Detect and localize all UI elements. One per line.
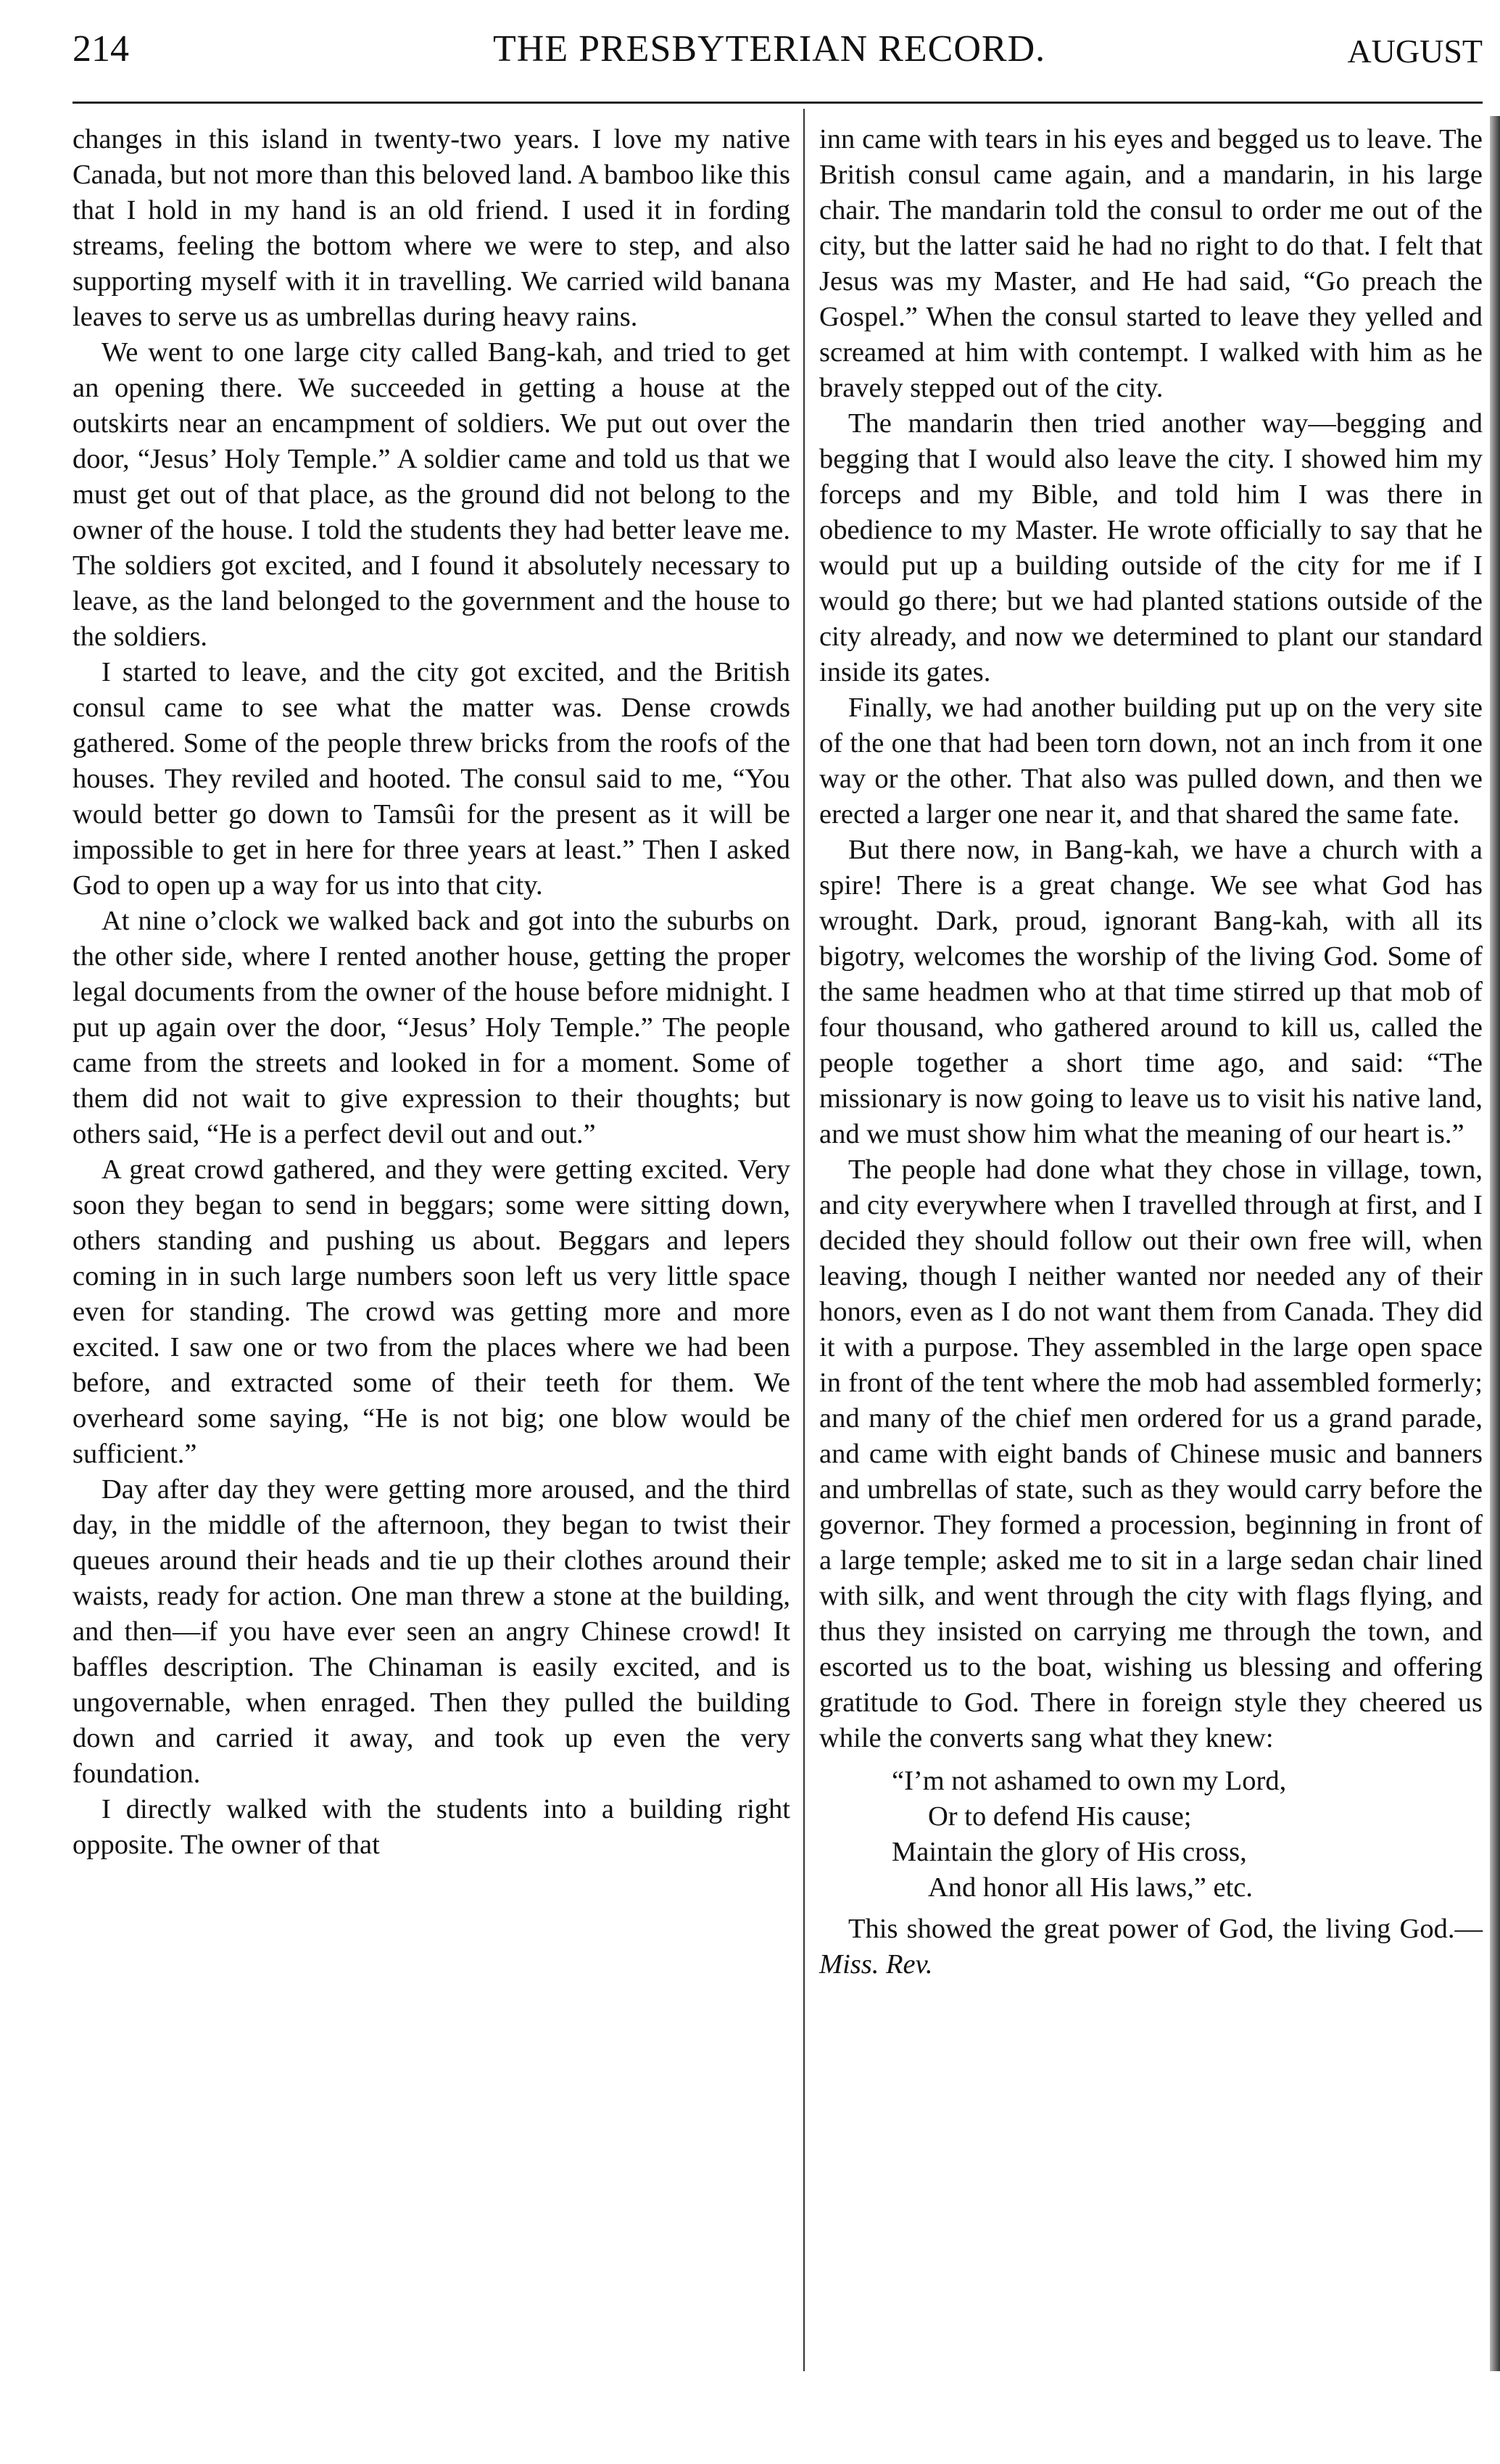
paragraph: I directly walked with the students into a building right opposite. The owner of that	[72, 1794, 790, 1860]
hymn-quote	[819, 1764, 1483, 1906]
paragraph: We went to one large city called Bang-kah, and tried to get an opening there. We succeeded in getting a house at the outskirts near an encampment of soldiers. We put out over the door, “Jesus’ Holy Temple.” A soldier came and told us that we must get out of that place, as the ground did not belong to the owner of the house. I told the students they had better leave me. The soldiers got excited, and I found it absolutely necessary to leave, as the land belonged to the government and the house to the soldiers.	[72, 337, 790, 652]
paragraph: changes in this island in twenty-two years. I love my native Canada, but not more than this beloved land. A bamboo like this that I hold in my hand is an old friend. I used it in fording streams, feeling the bottom where we were to step, and also supporting myself with it in travelling. We carried wild banana leaves to serve us as umbrellas during heavy rains.	[72, 124, 790, 332]
signature: Miss. Rev.	[819, 1949, 933, 1980]
header-rule	[72, 102, 1483, 104]
journal-title: THE PRESBYTERIAN RECORD.	[493, 28, 1046, 70]
closing-paragraph	[819, 1911, 1483, 1983]
paragraph: I started to leave, and the city got excited, and the British consul came to see what the matter was. Dense crowds gathered. Some of the people threw bricks from the roofs of the houses. They reviled and hooted. The consul said to me, “You would better go down to Tamsûi for the present as it will be impossible to get in here for three years at least.” Then I asked God to open up a way for us into that city.	[72, 657, 790, 901]
hymn-line: Maintain the glory of His cross,	[892, 1837, 1247, 1867]
hymn-line: “I’m not ashamed to own my Lord,	[892, 1766, 1287, 1796]
left-column	[72, 122, 790, 1863]
page-number: 214	[72, 28, 129, 70]
closing-text: This showed the great power of God, the living God.—	[848, 1914, 1483, 1944]
hymn-line: And honor all His laws,” etc.	[928, 1872, 1253, 1903]
page-header	[72, 28, 1483, 86]
right-column	[819, 122, 1483, 1983]
paragraph: The mandarin then tried another way—begging and begging that I would also leave the city. I showed him my forceps and my Bible, and told him I was there in obedience to my Master. He wrote officially to say that he would put up a building outside of the city for me if I would go there; but we had planted stations outside of the city already, and now we determined to plant our standard inside its gates.	[819, 408, 1483, 687]
paragraph: The people had done what they chose in village, town, and city everywhere when I travelled through at first, and I decided they should follow out their own free will, when leaving, though I neither wanted nor needed any of their honors, even as I do not want them from Canada. They did it with a purpose. They assembled in the large open space in front of the tent where the mob had assembled formerly; and many of the chief men ordered for us a grand parade, and came with eight bands of Chinese music and banners and umbrellas of state, such as they would carry before the governor. They formed a procession, beginning in front of a large temple; asked me to sit in a large sedan chair lined with silk, and went through the city with flags flying, and thus they insisted on carrying me through the town, and escorted us to the boat, wishing us blessing and offering gratitude to God. There in foreign style they cheered us while the converts sang what they knew:	[819, 1154, 1483, 1753]
paragraph: Day after day they were getting more aroused, and the third day, in the middle of the afternoon, they began to twist their queues around their heads and tie up their clothes around their waists, ready for action. One man threw a stone at the building, and then—if you have ever seen an angry Chinese crowd! It baffles description. The Chinaman is easily excited, and is ungovernable, when enraged. Then they pulled the building down and carried it away, and took up even the very foundation.	[72, 1474, 790, 1789]
paragraph: At nine o’clock we walked back and got into the suburbs on the other side, where I rented another house, getting the proper legal documents from the owner of the house before midnight. I put up again over the door, “Jesus’ Holy Temple.” The people came from the streets and looked in for a moment. Some of them did not wait to give expression to their thoughts; but others said, “He is a perfect devil out and out.”	[72, 906, 790, 1149]
issue-month: AUGUST	[1347, 33, 1483, 70]
paragraph: inn came with tears in his eyes and begged us to leave. The British consul came again, and a mandarin, in his large chair. The mandarin told the consul to order me out of the city, but the latter said he had no right to do that. I felt that Jesus was my Master, and He had said, “Go preach the Gospel.” When the consul started to leave they yelled and screamed at him with contempt. I walked with him as he bravely stepped out of the city.	[819, 124, 1483, 403]
paragraph: But there now, in Bang-kah, we have a church with a spire! There is a great change. We see what God has wrought. Dark, proud, ignorant Bang-kah, with all its bigotry, welcomes the worship of the living God. Some of the same headmen who at that time stirred up that mob of four thousand, who gathered around to kill us, called the people together a short time ago, and said: “The missionary is now going to leave us to visit his native land, and we must show him what the meaning of our heart is.”	[819, 835, 1483, 1149]
paragraph: A great crowd gathered, and they were getting excited. Very soon they began to send in beggars; some were sitting down, others standing and pushing us about. Beggars and lepers coming in in such large numbers soon left us very little space even for standing. The crowd was getting more and more excited. I saw one or two from the places where we had been before, and extracted some of their teeth for them. We overheard some saying, “He is not big; one blow would be sufficient.”	[72, 1154, 790, 1469]
page-edge-shadow	[1490, 116, 1500, 2371]
paragraph: Finally, we had another building put up on the very site of the one that had been torn down, not an inch from it one way or the other. That also was pulled down, and then we erected a larger one near it, and that shared the same fate.	[819, 693, 1483, 830]
hymn-line: Or to defend His cause;	[928, 1801, 1192, 1832]
column-divider	[803, 109, 805, 2371]
